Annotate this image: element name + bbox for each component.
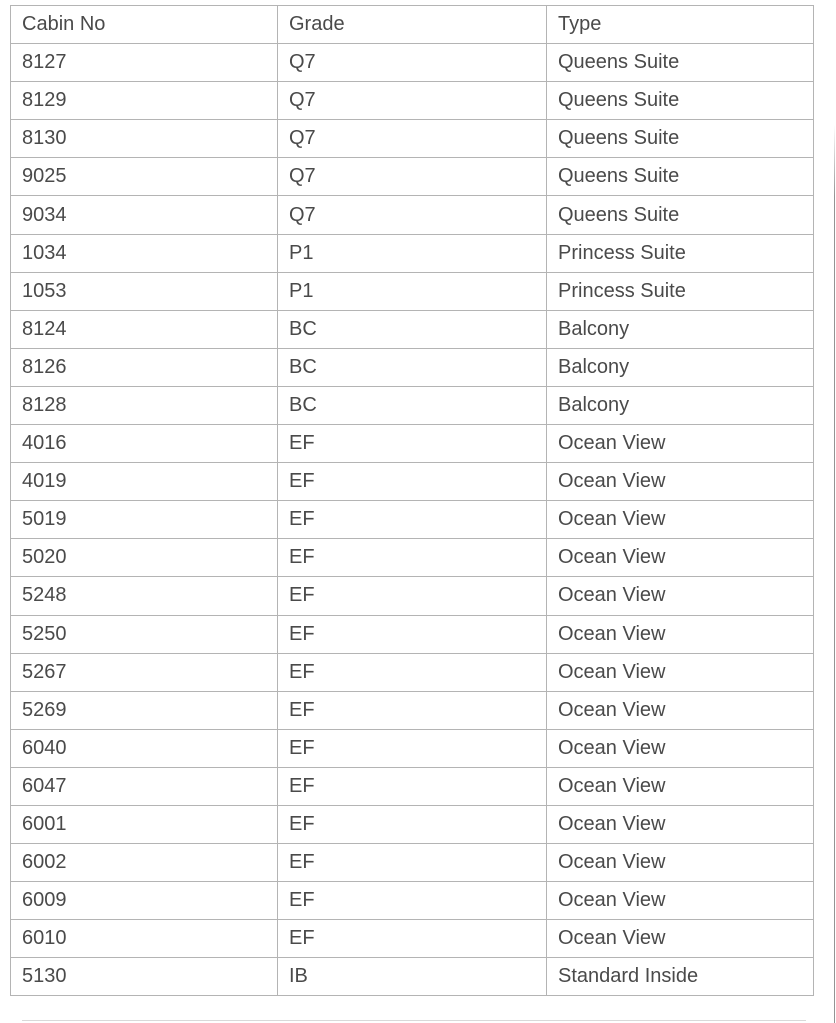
cell-grade: EF	[278, 425, 547, 463]
cell-grade: IB	[278, 958, 547, 996]
table-row	[11, 767, 814, 805]
cell-grade: EF	[278, 577, 547, 615]
cell-cabin-no: 4019	[11, 463, 278, 501]
table-row	[11, 272, 814, 310]
cell-cabin-no: 6001	[11, 805, 278, 843]
cell-cabin-no: 6010	[11, 920, 278, 958]
cell-grade: EF	[278, 729, 547, 767]
table-row	[11, 158, 814, 196]
cell-cabin-no: 5248	[11, 577, 278, 615]
cell-type: Queens Suite	[547, 196, 814, 234]
table-row	[11, 958, 814, 996]
cell-grade: EF	[278, 805, 547, 843]
cell-type: Ocean View	[547, 844, 814, 882]
cell-grade: Q7	[278, 120, 547, 158]
cell-grade: Q7	[278, 44, 547, 82]
cell-cabin-no: 6009	[11, 882, 278, 920]
table-header-row	[11, 6, 814, 44]
cell-type: Balcony	[547, 386, 814, 424]
cell-grade: BC	[278, 386, 547, 424]
cell-type: Queens Suite	[547, 82, 814, 120]
cell-cabin-no: 4016	[11, 425, 278, 463]
cell-cabin-no: 9025	[11, 158, 278, 196]
cell-type: Ocean View	[547, 920, 814, 958]
table-row	[11, 463, 814, 501]
table-row	[11, 805, 814, 843]
cell-type: Ocean View	[547, 805, 814, 843]
cell-type: Ocean View	[547, 767, 814, 805]
table-row	[11, 615, 814, 653]
cell-cabin-no: 8126	[11, 348, 278, 386]
screenshot-right-edge-artifact	[834, 125, 836, 1023]
table-row	[11, 425, 814, 463]
cell-type: Queens Suite	[547, 158, 814, 196]
table-row	[11, 44, 814, 82]
cell-grade: BC	[278, 310, 547, 348]
cell-type: Ocean View	[547, 425, 814, 463]
table-row	[11, 310, 814, 348]
cell-type: Ocean View	[547, 729, 814, 767]
cell-cabin-no: 5020	[11, 539, 278, 577]
cell-cabin-no: 8128	[11, 386, 278, 424]
cell-grade: EF	[278, 882, 547, 920]
cell-type: Ocean View	[547, 691, 814, 729]
table-row	[11, 120, 814, 158]
cell-grade: Q7	[278, 82, 547, 120]
table-row	[11, 844, 814, 882]
cell-type: Ocean View	[547, 882, 814, 920]
cell-grade: P1	[278, 234, 547, 272]
table-row	[11, 577, 814, 615]
cell-type: Ocean View	[547, 539, 814, 577]
cell-grade: EF	[278, 844, 547, 882]
table-row	[11, 82, 814, 120]
cell-type: Ocean View	[547, 615, 814, 653]
cell-grade: Q7	[278, 196, 547, 234]
cell-type: Balcony	[547, 310, 814, 348]
header-cell-grade: Grade	[278, 6, 547, 44]
cell-cabin-no: 8130	[11, 120, 278, 158]
table-row	[11, 920, 814, 958]
screenshot-bottom-edge-artifact	[22, 1020, 806, 1022]
cell-grade: EF	[278, 539, 547, 577]
cell-cabin-no: 8127	[11, 44, 278, 82]
cell-cabin-no: 9034	[11, 196, 278, 234]
table-row	[11, 539, 814, 577]
cell-type: Princess Suite	[547, 234, 814, 272]
header-cell-cabin-no: Cabin No	[11, 6, 278, 44]
cell-cabin-no: 5019	[11, 501, 278, 539]
table-body	[11, 44, 814, 996]
cell-cabin-no: 5250	[11, 615, 278, 653]
table-row	[11, 882, 814, 920]
cell-grade: P1	[278, 272, 547, 310]
cell-cabin-no: 5130	[11, 958, 278, 996]
table-row	[11, 386, 814, 424]
cell-type: Queens Suite	[547, 120, 814, 158]
cell-grade: EF	[278, 767, 547, 805]
header-cell-type: Type	[547, 6, 814, 44]
table-row	[11, 501, 814, 539]
table-row	[11, 196, 814, 234]
cell-grade: EF	[278, 501, 547, 539]
cell-type: Princess Suite	[547, 272, 814, 310]
cell-type: Ocean View	[547, 653, 814, 691]
cell-cabin-no: 5267	[11, 653, 278, 691]
cell-grade: EF	[278, 615, 547, 653]
cell-type: Standard Inside	[547, 958, 814, 996]
cell-type: Ocean View	[547, 501, 814, 539]
cell-cabin-no: 5269	[11, 691, 278, 729]
cell-cabin-no: 6040	[11, 729, 278, 767]
table-row	[11, 234, 814, 272]
cell-grade: EF	[278, 463, 547, 501]
cell-cabin-no: 6002	[11, 844, 278, 882]
cell-cabin-no: 1034	[11, 234, 278, 272]
cell-cabin-no: 8129	[11, 82, 278, 120]
cell-grade: BC	[278, 348, 547, 386]
table-row	[11, 729, 814, 767]
table-row	[11, 691, 814, 729]
cell-cabin-no: 8124	[11, 310, 278, 348]
cell-grade: Q7	[278, 158, 547, 196]
cell-type: Queens Suite	[547, 44, 814, 82]
cell-grade: EF	[278, 691, 547, 729]
cell-cabin-no: 1053	[11, 272, 278, 310]
cell-cabin-no: 6047	[11, 767, 278, 805]
cell-grade: EF	[278, 653, 547, 691]
cabin-grade-table	[10, 5, 814, 996]
table-row	[11, 348, 814, 386]
cell-type: Ocean View	[547, 577, 814, 615]
cell-type: Balcony	[547, 348, 814, 386]
table-row	[11, 653, 814, 691]
cell-grade: EF	[278, 920, 547, 958]
cell-type: Ocean View	[547, 463, 814, 501]
